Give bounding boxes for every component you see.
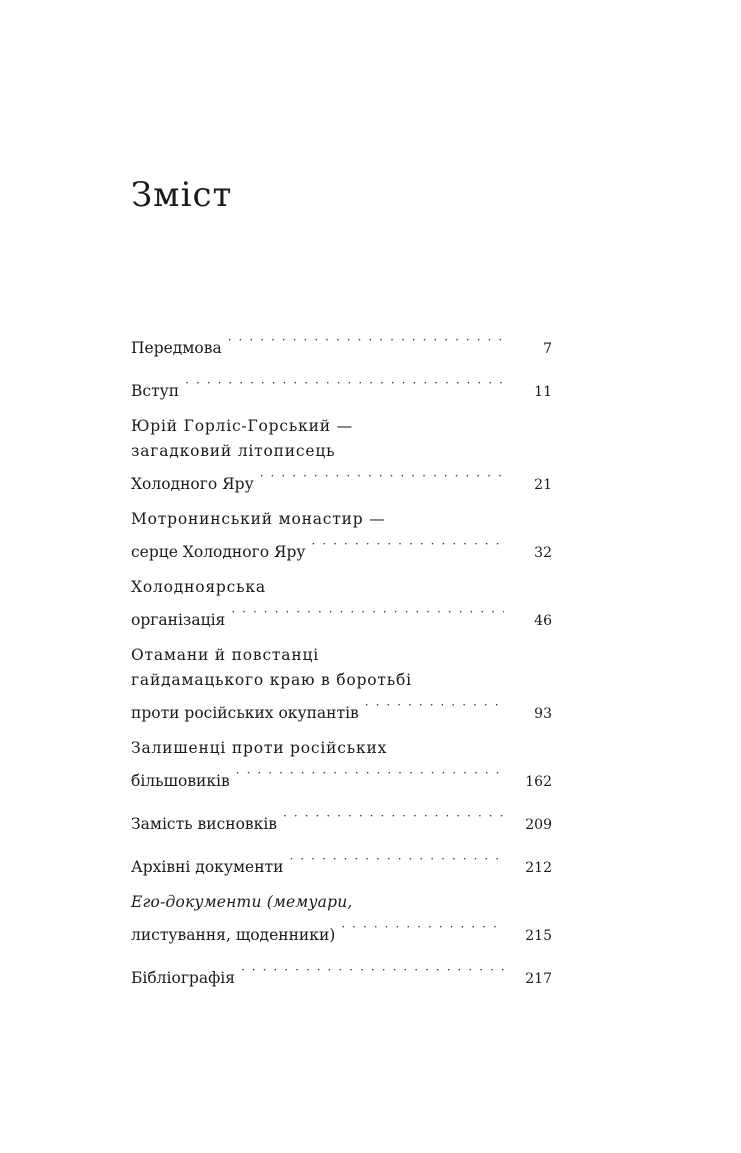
toc-page-number: 209 xyxy=(525,817,552,833)
toc-entry-title: Вступ xyxy=(131,382,180,400)
toc-entry-title-line: серце Холодного Яру xyxy=(131,543,306,561)
dot-leader xyxy=(236,761,504,786)
toc-entry-title-line: Холодноярська xyxy=(131,578,266,596)
toc-entry-conclusions[interactable] xyxy=(131,804,552,838)
toc-entry-archival-documents[interactable] xyxy=(131,847,552,881)
toc-entry-ego-documents[interactable] xyxy=(131,890,552,949)
toc-entry-chapter-5[interactable] xyxy=(131,736,552,795)
toc-entry-title: Бібліографія xyxy=(131,969,235,987)
toc-entry-title-line: загадковий літописець xyxy=(131,442,336,460)
dot-leader xyxy=(231,600,504,625)
toc-entry-title: Передмова xyxy=(131,339,222,357)
toc-page-number: 215 xyxy=(525,928,552,944)
toc-page-number: 46 xyxy=(534,613,552,629)
toc-page-number: 217 xyxy=(525,971,552,987)
toc-entry-title-line: проти російських окупантів xyxy=(131,704,359,722)
toc-page-number: 212 xyxy=(525,860,552,876)
toc-entry-title-line: листування, щоденники) xyxy=(131,926,336,944)
toc-entry-title-line: Его-документи (мемуари, xyxy=(131,893,353,911)
dot-leader xyxy=(341,915,504,940)
toc-entry-title-line: Залишенці проти російських xyxy=(131,739,388,757)
page-title: Зміст xyxy=(131,175,233,215)
dot-leader xyxy=(283,804,504,829)
dot-leader xyxy=(241,958,504,983)
dot-leader xyxy=(312,532,504,557)
toc-entry-chapter-4[interactable] xyxy=(131,643,552,727)
toc-page-number: 93 xyxy=(534,706,552,722)
toc-entry-title-line: організація xyxy=(131,611,226,629)
toc-page-number: 11 xyxy=(534,384,552,400)
toc-entry-title: Замість висновків xyxy=(131,815,278,833)
dot-leader xyxy=(228,328,504,353)
dot-leader xyxy=(365,693,504,718)
toc-entry-introduction[interactable] xyxy=(131,371,552,405)
toc-entry-title: Архівні документи xyxy=(131,858,284,876)
toc-entry-bibliography[interactable] xyxy=(131,958,552,992)
toc-page-number: 32 xyxy=(534,545,552,561)
table-of-contents xyxy=(131,328,552,992)
toc-entry-chapter-2[interactable] xyxy=(131,507,552,566)
toc-entry-title-line: гайдамацького краю в боротьбі xyxy=(131,671,412,689)
toc-entry-title-line: Юрій Горліс-Горський — xyxy=(131,417,353,435)
toc-page-number: 162 xyxy=(525,774,552,790)
toc-entry-title-line: більшовиків xyxy=(131,772,230,790)
toc-page-number: 7 xyxy=(543,341,552,357)
toc-entry-chapter-1[interactable] xyxy=(131,414,552,498)
toc-entry-title-line: Холодного Яру xyxy=(131,475,254,493)
dot-leader xyxy=(289,847,504,872)
toc-entry-title-line: Отамани й повстанці xyxy=(131,646,320,664)
toc-entry-title-line: Мотронинський монастир — xyxy=(131,510,386,528)
dot-leader xyxy=(185,371,504,396)
toc-entry-foreword[interactable] xyxy=(131,328,552,362)
toc-entry-chapter-3[interactable] xyxy=(131,575,552,634)
dot-leader xyxy=(260,464,504,489)
toc-page-number: 21 xyxy=(534,477,552,493)
